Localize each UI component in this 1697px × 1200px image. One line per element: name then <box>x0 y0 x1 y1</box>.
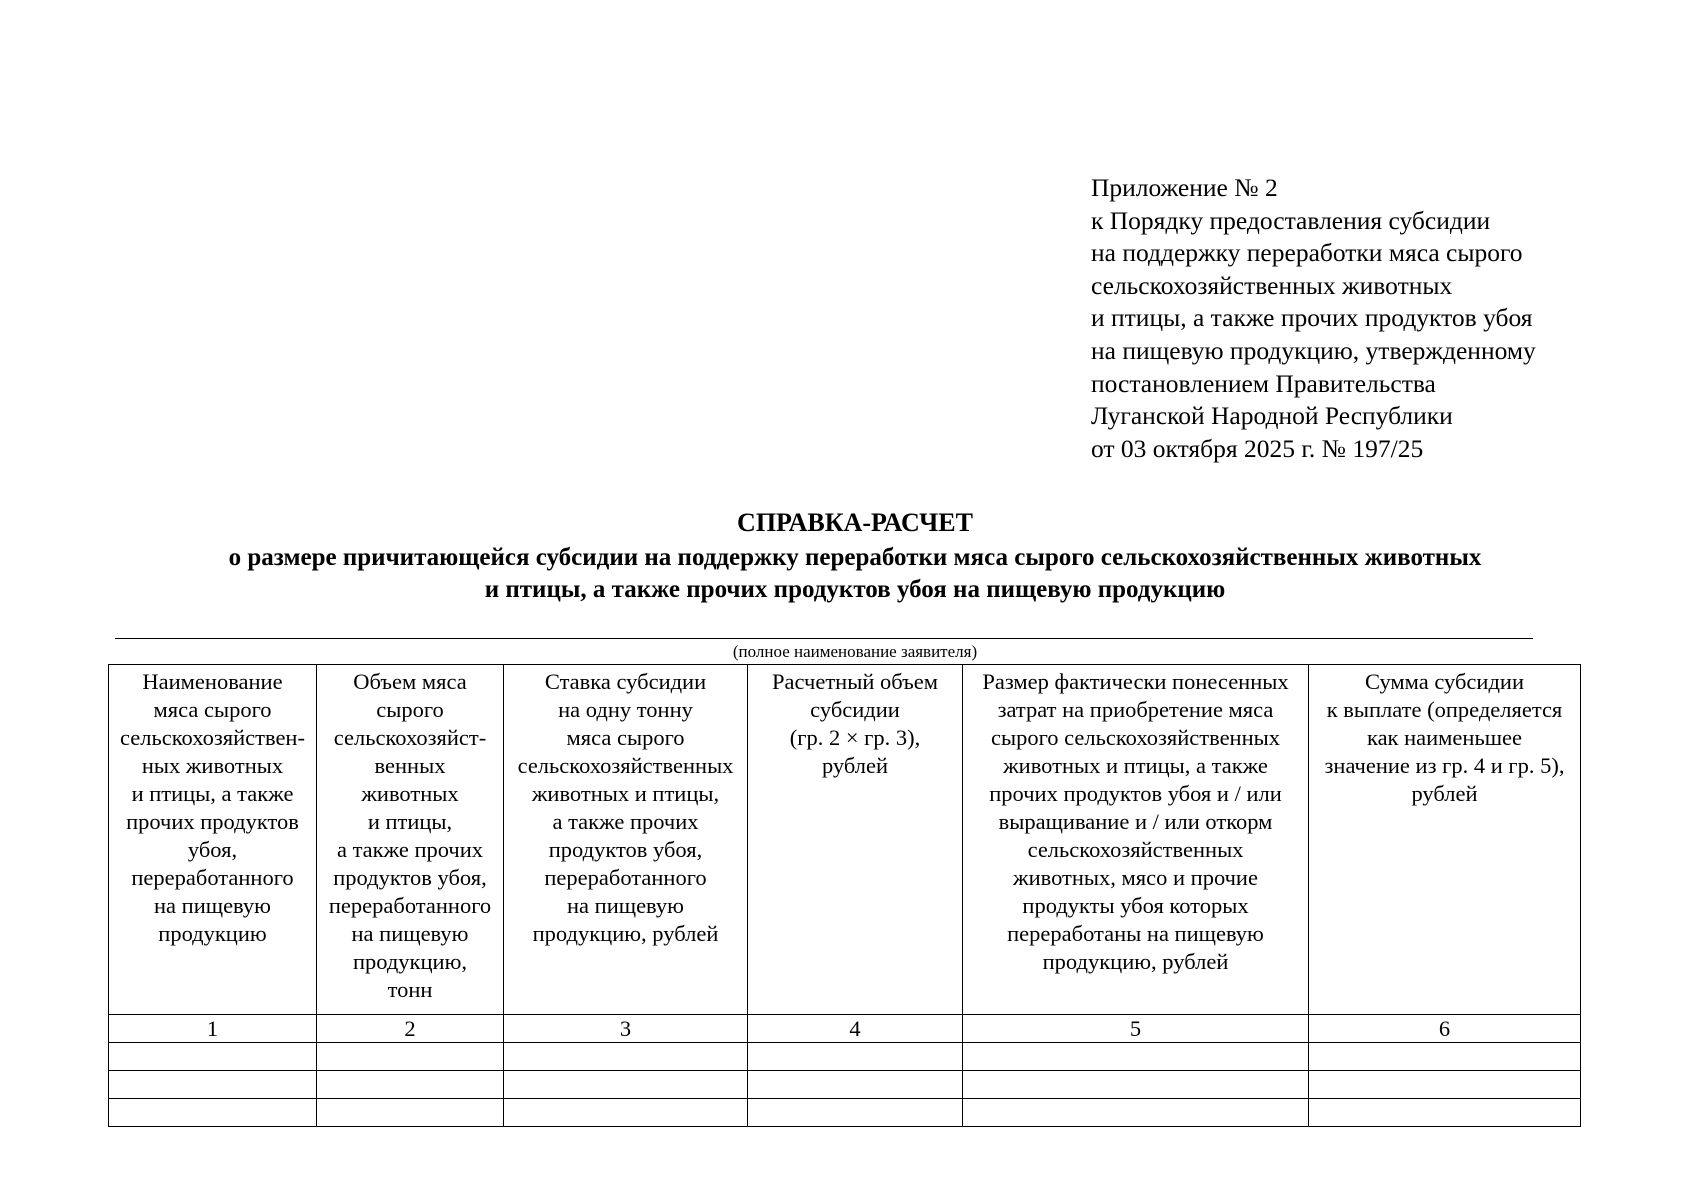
document-title: СПРАВКА-РАСЧЕТ <box>737 508 973 537</box>
header-line: Ставка субсидии <box>544 669 707 694</box>
header-line: сельскохозяйственных <box>517 753 734 778</box>
header-line: Объем мяса <box>353 669 467 694</box>
header-line: Расчетный объем <box>772 669 938 694</box>
header-line: мяса сырого <box>566 725 685 750</box>
table-cell <box>109 1043 317 1071</box>
header-line: Размер фактически понесенных <box>982 669 1289 694</box>
header-line: и птицы, а также <box>131 781 294 806</box>
header-line: продукцию, рублей <box>1042 949 1229 974</box>
header-line: ных животных <box>141 753 284 778</box>
table-cell <box>963 1043 1309 1071</box>
header-line: Сумма субсидии <box>1365 669 1524 694</box>
appendix-line: и птицы, а также прочих продуктов убоя <box>1091 303 1533 333</box>
appendix-line: на поддержку переработки мяса сырого <box>1091 238 1523 268</box>
table-cell <box>504 1043 748 1071</box>
table-header-row <box>109 665 1581 1015</box>
header-line: животных и птицы, <box>531 781 720 806</box>
header-cell-volume <box>317 665 504 1015</box>
table-cell <box>109 1099 317 1127</box>
header-line: затрат на приобретение мяса <box>997 697 1274 722</box>
table-cell <box>748 1043 963 1071</box>
header-line: прочих продуктов <box>126 809 299 834</box>
header-line: сельскохозяйствен- <box>120 725 305 750</box>
header-line: к выплате (определяется <box>1326 697 1563 722</box>
column-number: 5 <box>963 1015 1309 1043</box>
applicant-name-line <box>115 638 1533 639</box>
header-line: сельскохозяйственных <box>1027 837 1244 862</box>
appendix-line: к Порядку предоставления субсидии <box>1091 205 1491 235</box>
header-line: переработанного <box>131 865 294 890</box>
table-cell <box>504 1099 748 1127</box>
table-cell <box>109 1071 317 1099</box>
header-line: животных <box>361 781 459 806</box>
table-row <box>109 1099 1581 1127</box>
header-line: животных, мясо и прочие <box>1013 865 1258 890</box>
header-line: тонн <box>387 977 433 1002</box>
header-line: рублей <box>1411 781 1478 806</box>
header-line: мяса сырого <box>153 697 272 722</box>
header-line: продуктов убоя, <box>333 865 487 890</box>
document-subtitle <box>0 542 1697 606</box>
header-line: и птицы, <box>367 809 453 834</box>
table-row <box>109 1071 1581 1099</box>
header-line: а также прочих <box>336 837 484 862</box>
table-cell <box>748 1099 963 1127</box>
header-line: рублей <box>821 753 889 778</box>
header-line: переработанного <box>544 865 707 890</box>
appendix-line: постановлением Правительства <box>1091 368 1436 398</box>
header-line: животных и птицы, а также <box>1003 753 1268 778</box>
table-cell <box>748 1071 963 1099</box>
header-cell-product-name <box>109 665 317 1015</box>
column-number: 2 <box>317 1015 504 1043</box>
subtitle-line: о размере причитающейся субсидии на поддержку переработки мяса сырого сельскохозяйственных животных <box>228 544 1482 571</box>
table-row <box>109 1043 1581 1071</box>
header-line: сельскохозяйст- <box>333 725 487 750</box>
table-cell <box>317 1071 504 1099</box>
header-line: значение из гр. 4 и гр. 5), <box>1324 753 1565 778</box>
table-cell <box>1309 1071 1581 1099</box>
header-line: Наименование <box>142 669 283 694</box>
header-line: убоя, <box>187 837 238 862</box>
applicant-name-caption: (полное наименование заявителя) <box>732 642 978 661</box>
header-line: продукцию, рублей <box>532 921 719 946</box>
header-line: как наименьшее <box>1366 725 1523 750</box>
table-cell <box>963 1071 1309 1099</box>
header-line: на пищевую <box>567 893 684 918</box>
header-cell-calculated-volume <box>748 665 963 1015</box>
table-cell <box>504 1071 748 1099</box>
header-line: продукты убоя которых <box>1022 893 1249 918</box>
appendix-line: сельскохозяйственных животных <box>1091 270 1453 300</box>
header-line: (гр. 2 × гр. 3), <box>789 725 921 750</box>
appendix-block <box>1091 172 1651 465</box>
column-number: 1 <box>109 1015 317 1043</box>
column-number: 4 <box>748 1015 963 1043</box>
header-line: сырого сельскохозяйственных <box>990 725 1281 750</box>
header-line: сырого <box>376 697 444 722</box>
header-line: продукцию <box>158 921 267 946</box>
appendix-line: Приложение № 2 <box>1091 173 1278 202</box>
subtitle-line: и птицы, а также прочих продуктов убоя на пищевую продукцию <box>484 576 1226 603</box>
header-line: субсидии <box>810 697 900 722</box>
header-line: на пищевую <box>351 921 469 946</box>
column-number-row <box>109 1015 1581 1043</box>
header-cell-subsidy-amount <box>1309 665 1581 1015</box>
header-cell-rate <box>504 665 748 1015</box>
appendix-line: от 03 октября 2025 г. № 197/25 <box>1091 433 1424 463</box>
header-line: продукцию, <box>352 949 468 974</box>
appendix-line: Луганской Народной Республики <box>1091 401 1453 431</box>
header-line: выращивание и / или откорм <box>998 809 1273 834</box>
calculation-table <box>108 664 1581 1127</box>
table-cell <box>1309 1043 1581 1071</box>
header-cell-actual-costs <box>963 665 1309 1015</box>
table-cell <box>963 1099 1309 1127</box>
header-line: венных <box>374 753 446 778</box>
table-cell <box>317 1043 504 1071</box>
appendix-line: на пищевую продукцию, утвержденному <box>1091 335 1536 365</box>
header-line: переработаны на пищевую <box>1007 921 1264 946</box>
header-line: на пищевую <box>154 893 271 918</box>
header-line: прочих продуктов убоя и / или <box>989 781 1282 806</box>
document-title-block <box>0 506 1697 606</box>
table-cell <box>1309 1099 1581 1127</box>
header-line: на одну тонну <box>558 697 693 722</box>
column-number: 3 <box>504 1015 748 1043</box>
header-line: переработанного <box>328 893 492 918</box>
header-line: продуктов убоя, <box>548 837 703 862</box>
column-number: 6 <box>1309 1015 1581 1043</box>
header-line: а также прочих <box>552 809 699 834</box>
table-cell <box>317 1099 504 1127</box>
